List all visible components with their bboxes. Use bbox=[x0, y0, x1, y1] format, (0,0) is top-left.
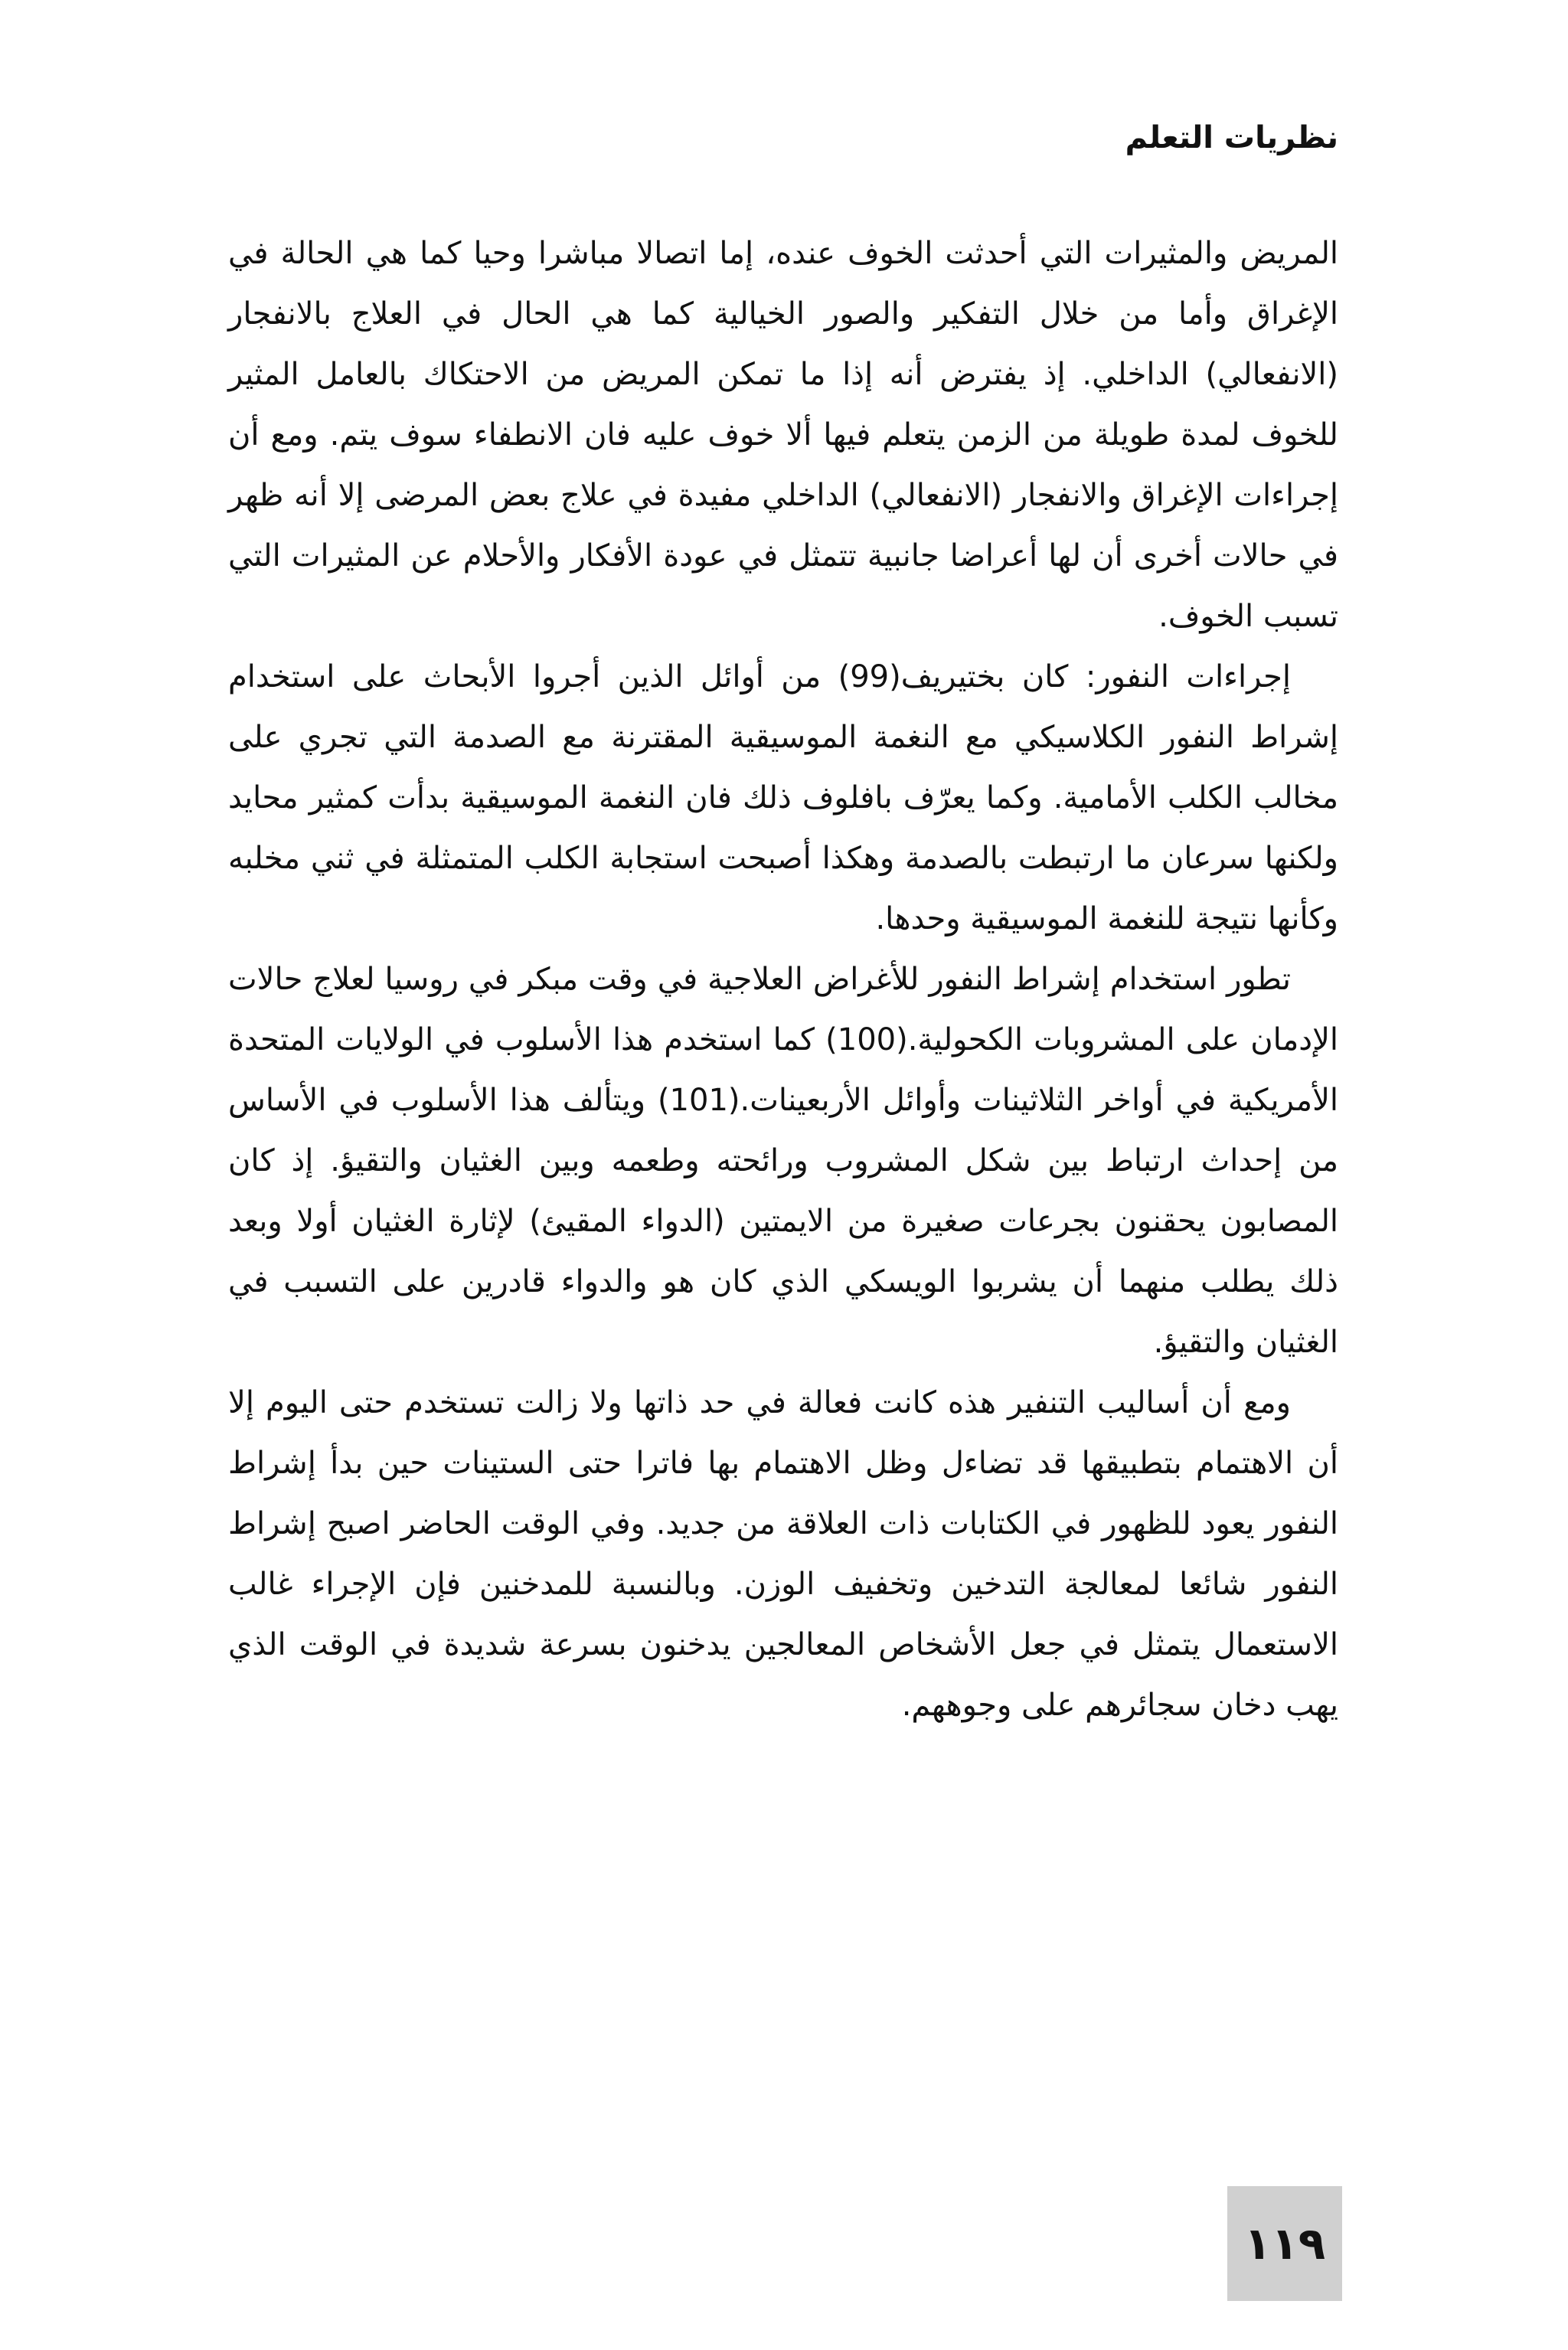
page-number-box bbox=[1227, 2186, 1342, 2301]
running-header: نظريات التعلم bbox=[1125, 120, 1338, 155]
paragraph-aversion-history: تطور استخدام إشراط النفور للأغراض العلاجية في وقت مبكر في روسيا لعلاج حالات الإدمان على المشروبات الكحولية.(100) كما استخدم هذا الأسلوب في الولايات المتحدة الأمريكية في أواخر الثلاثينات وأوائل الأربعينات.(101) ويتألف هذا الأسلوب في الأساس من إحداث ارتباط بين شكل المشروب ورائحته وطعمه وبين الغثيان والتقيؤ. إذ كان المصابون يحقنون بجرعات صغيرة من الايمتين (الدواء المقيئ) لإثارة الغثيان أولا وبعد ذلك يطلب منهما أن يشربوا الويسكي الذي كان هو والدواء قادرين على التسبب في الغثيان والتقيؤ. bbox=[228, 962, 1339, 1360]
paragraph-aversion-today: ومع أن أساليب التنفير هذه كانت فعالة في حد ذاتها ولا زالت تستخدم حتى اليوم إلا أن الاهتمام بتطبيقها قد تضاءل وظل الاهتمام بها فاترا حتى الستينات حين بدأ إشراط النفور يعود للظهور في الكتابات ذات العلاقة من جديد. وفي الوقت الحاضر اصبح إشراط النفور شائعا لمعالجة التدخين وتخفيف الوزن. وبالنسبة للمدخنين فإن الإجراء غالب الاستعمال يتمثل في جعل الأشخاص المعالجين يدخنون بسرعة شديدة في الوقت الذي يهب دخان سجائرهم على وجوههم. bbox=[228, 1385, 1338, 1723]
paragraph-fear-exposure: المريض والمثيرات التي أحدثت الخوف عنده، إما اتصالا مباشرا وحيا كما هي الحالة في الإغراق وأما من خلال التفكير والصور الخيالية كما هي الحال في العلاج بالانفجار (الانفعالي) الداخلي. إذ يفترض أنه إذا ما تمكن المريض من الاحتكاك بالعامل المثير للخوف لمدة طويلة من الزمن يتعلم فيها ألا خوف عليه فان الانطفاء سوف يتم. ومع أن إجراءات الإغراق والانفجار (الانفعالي) الداخلي مفيدة في علاج بعض المرضى إلا أنه ظهر في حالات أخرى أن لها أعراضا جانبية تتمثل في عودة الأفكار والأحلام عن المثيرات التي تسبب الخوف. bbox=[228, 236, 1338, 634]
body-text bbox=[228, 224, 1338, 1736]
paragraph-aversion-procedures: إجراءات النفور: كان بختيريف(99) من أوائل الذين أجروا الأبحاث على استخدام إشراط النفور الكلاسيكي مع النغمة الموسيقية المقترنة مع الصدمة التي تجري على مخالب الكلب الأمامية. وكما يعرّف بافلوف ذلك فان النغمة الموسيقية بدأت كمثير محايد ولكنها سرعان ما ارتبطت بالصدمة وهكذا أصبحت استجابة الكلب المتمثلة في ثني مخلبه وكأنها نتيجة للنغمة الموسيقية وحدها. bbox=[228, 659, 1338, 936]
page-number: ١١٩ bbox=[1243, 2218, 1326, 2270]
